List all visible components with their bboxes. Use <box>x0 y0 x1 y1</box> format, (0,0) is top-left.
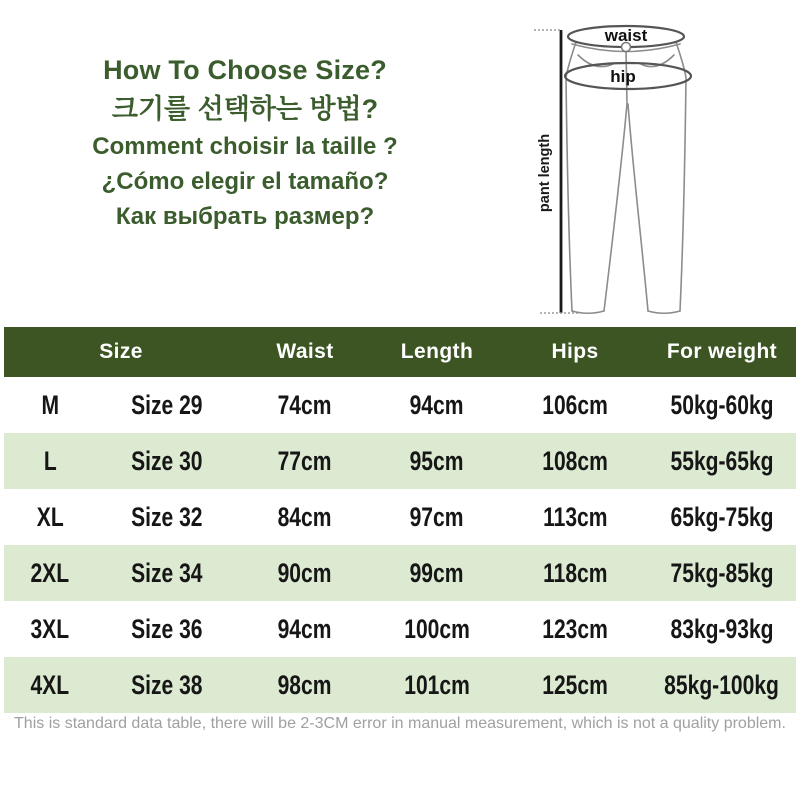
title-english: How To Choose Size? <box>103 55 387 85</box>
left-inseam <box>604 104 627 311</box>
pants-diagram <box>528 0 800 322</box>
waist-label: waist <box>604 26 648 45</box>
cell-hips: 118cm <box>542 557 608 588</box>
table-row <box>4 601 796 657</box>
cell-tag: Size 34 <box>131 557 203 588</box>
cell-hips: 108cm <box>542 445 608 476</box>
cell-size: 4XL <box>30 669 70 700</box>
footnote: This is standard data table, there will be 2-3CM error in manual measurement, which is not a quality problem. <box>14 715 786 732</box>
cell-size: 2XL <box>30 557 70 588</box>
cell-size: M <box>41 389 59 420</box>
cell-length: 100cm <box>404 613 470 644</box>
cell-tag: Size 36 <box>131 613 203 644</box>
cell-weight: 83kg-93kg <box>670 613 774 644</box>
cell-waist: 84cm <box>278 501 332 532</box>
header-hips: Hips <box>551 340 599 363</box>
cell-hips: 106cm <box>542 389 608 420</box>
cell-tag: Size 38 <box>131 669 203 700</box>
cell-tag: Size 32 <box>131 501 203 532</box>
table-row <box>4 433 796 489</box>
table-row <box>4 657 796 713</box>
title-korean: 크기를 선택하는 방법? <box>111 94 379 124</box>
cell-size: L <box>43 445 57 476</box>
cell-waist: 77cm <box>278 445 332 476</box>
cell-size: 3XL <box>30 613 70 644</box>
cell-weight: 50kg-60kg <box>670 389 774 420</box>
cell-length: 94cm <box>410 389 464 420</box>
cell-length: 99cm <box>410 557 464 588</box>
cell-size: XL <box>36 501 64 532</box>
cell-length: 97cm <box>410 501 464 532</box>
table-header-row <box>4 327 796 377</box>
pant-length-label: pant length <box>537 133 553 213</box>
cell-length: 101cm <box>404 669 470 700</box>
header-weight: For weight <box>666 340 778 363</box>
cell-tag: Size 29 <box>131 389 203 420</box>
hip-label: hip <box>610 67 636 86</box>
cell-hips: 125cm <box>542 669 608 700</box>
cell-length: 95cm <box>410 445 464 476</box>
cell-weight: 75kg-85kg <box>670 557 774 588</box>
table-row <box>4 489 796 545</box>
right-hem <box>648 311 680 313</box>
cell-weight: 55kg-65kg <box>670 445 774 476</box>
cell-waist: 74cm <box>278 389 332 420</box>
cell-waist: 98cm <box>278 669 332 700</box>
table-row <box>4 377 796 433</box>
title-block <box>0 52 490 234</box>
cell-hips: 113cm <box>542 501 608 532</box>
pants-line-drawing <box>528 0 800 322</box>
cell-tag: Size 30 <box>131 445 203 476</box>
header-length: Length <box>400 340 474 363</box>
header-waist: Waist <box>276 340 334 363</box>
table-row <box>4 545 796 601</box>
cell-weight: 65kg-75kg <box>670 501 774 532</box>
title-russian: Как выбрать размер? <box>115 203 375 230</box>
size-table <box>4 327 796 713</box>
title-french: Comment choisir la taille ? <box>92 133 398 160</box>
right-inseam <box>628 104 648 311</box>
cell-waist: 94cm <box>278 613 332 644</box>
title-spanish: ¿Cómo elegir el tamaño? <box>101 168 389 195</box>
header-size: Size <box>99 340 143 363</box>
cell-weight: 85kg-100kg <box>664 669 780 700</box>
cell-waist: 90cm <box>278 557 332 588</box>
left-hem <box>572 311 604 313</box>
cell-hips: 123cm <box>542 613 608 644</box>
